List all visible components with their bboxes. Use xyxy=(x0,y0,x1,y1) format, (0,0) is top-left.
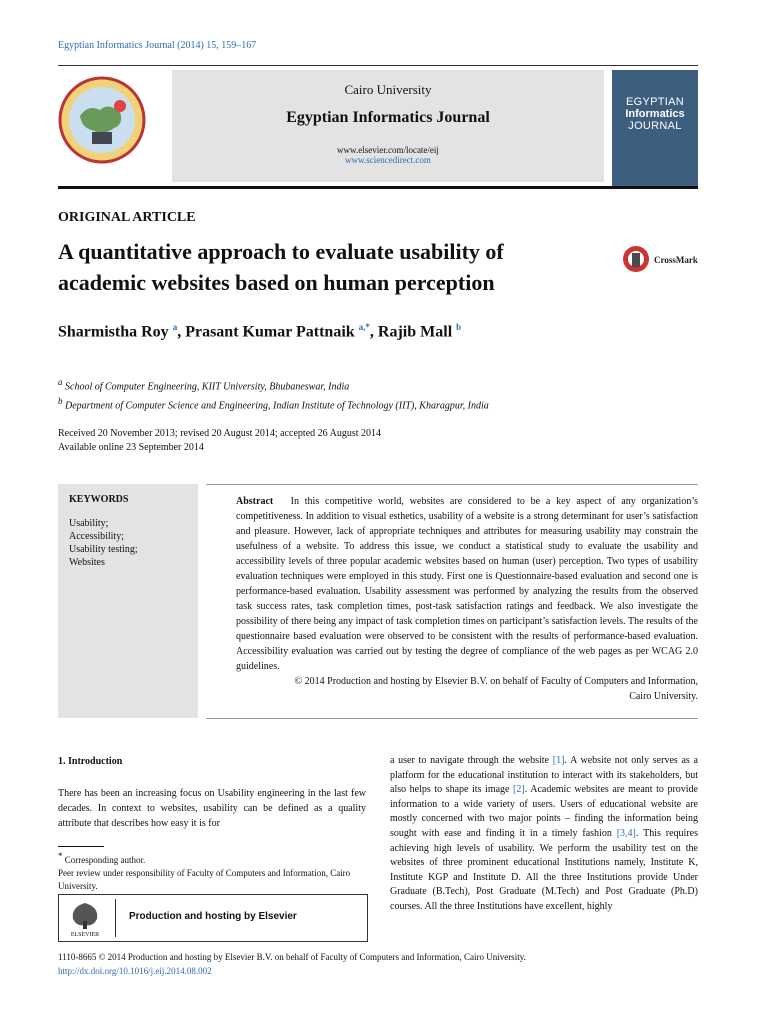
affiliation-item: $^a$ School of Computer Engineering, KIIT University, Bhubaneswar, India xyxy=(58,377,350,393)
article-title xyxy=(58,236,618,298)
footnotes xyxy=(58,850,366,893)
doi-link[interactable]: http://dx.doi.org/10.1016/j.eij.2014.08.002 xyxy=(58,966,212,976)
abstract-label: Abstract xyxy=(236,496,274,507)
received-dates: Received 20 November 2013; revised 20 August 2014; accepted 26 August 2014 xyxy=(58,428,381,439)
elsevier-url[interactable]: www.elsevier.com/locate/eij xyxy=(337,145,439,155)
sciencedirect-url[interactable]: www.sciencedirect.com xyxy=(345,155,431,165)
keywords-heading: KEYWORDS xyxy=(69,494,129,505)
elsevier-hosting-label: Production and hosting by Elsevier xyxy=(129,911,297,922)
cairo-university-logo xyxy=(58,76,146,164)
elsevier-hosting-box xyxy=(58,894,368,942)
reference-link[interactable]: [3,4] xyxy=(616,827,636,839)
keyword-item: Usability; xyxy=(69,518,109,529)
online-date: Available online 23 September 2014 xyxy=(58,442,204,453)
keyword-item: Websites xyxy=(69,557,105,568)
author-sup[interactable]: b xyxy=(456,322,462,332)
page-footer xyxy=(58,950,698,978)
article-type: ORIGINAL ARTICLE xyxy=(58,210,196,225)
header-thick-rule xyxy=(58,186,698,189)
intro-left-column xyxy=(58,786,366,831)
abstract xyxy=(236,494,698,704)
cover-line2: Informatics xyxy=(625,108,685,120)
box-divider xyxy=(115,899,116,937)
title-line-2: academic websites based on human perception xyxy=(58,270,495,295)
cover-line3: JOURNAL xyxy=(628,120,682,132)
elsevier-tree-logo xyxy=(65,899,105,937)
title-line-1: A quantitative approach to evaluate usability of xyxy=(58,239,504,264)
author-sup[interactable]: a xyxy=(172,322,178,332)
journal-title: Egyptian Informatics Journal xyxy=(286,109,490,126)
svg-text:ELSEVIER: ELSEVIER xyxy=(70,932,100,937)
article-dates xyxy=(58,427,381,455)
reference-link[interactable]: [2] xyxy=(513,784,525,796)
intro-paragraph: There has been an increasing focus on Usability engineering in the last few decades. In context to websites, usability can be defined as a quality attribute that describes how easy it is for xyxy=(58,788,366,829)
abstract-copyright: © 2014 Production and hosting by Elsevier B.V. on behalf of Faculty of Computers and Information, Cairo University. xyxy=(294,676,698,702)
author-name[interactable]: Rajib Mall xyxy=(377,323,453,341)
abstract-body: Abstract In this competitive world, websites are considered to be a key aspect of any organization’s competitiveness. In addition to visual esthetics, usability of a website is a strong determinant for user’s satisfaction and pleasure. However, lack of appropriate techniques and attributes for measuring usability may constrain the usefulness of a website. To address this issue, we conduct a statistical study to evaluate the usability and accessibility levels of three popular academic websites based on human (user) perception. Two types of usability evaluation techniques were employed in this study. First one is Questionnaire-based evaluation and second one is performance-based evaluation. Usability assessment was performed by analyzing the results from the observed task success rates, task completion times, post-task satisfaction ratings and feedback. We also investigate the possibility of there being any impact of task completion times on participant’s satisfaction levels. The results of the questionnaire based evaluation were observed to be consistent with the results of performance-based evaluation. Accessibility evaluation was carried out by testing the degree of compliance of the web pages as per WCAG 2.0 guidelines. xyxy=(236,496,699,672)
corresponding-footnote: * Corresponding author. xyxy=(58,851,146,865)
author-name[interactable]: Sharmistha Roy xyxy=(58,323,169,341)
keyword-item: Usability testing; xyxy=(69,544,138,555)
author-name[interactable]: Prasant Kumar Pattnaik xyxy=(185,323,355,341)
header-rule xyxy=(58,65,698,66)
peer-review-footnote: Peer review under responsibility of Faculty of Computers and Information, Cairo University. xyxy=(58,868,351,891)
crossmark-text: CrossMark xyxy=(654,255,698,265)
affiliation-item: $^b$ Department of Computer Science and Engineering, Indian Institute of Technology (IIT), Kharagpur, India xyxy=(58,396,489,412)
cover-line1: EGYPTIAN xyxy=(625,96,685,108)
intro-right-column: a user to navigate through the website [1]. A website not only serves as a platform for the educational institution to interact with its stakeholders, but also helps to shape its image [2]. Academic websites are meant to provide information to a wide variety of users. Users of educational website are mostly concerned with two major points – finding the information being sought with ease and finding it in a timely fashion [3,4]. This requires achieving high levels of usability. We perform the usability test on the websites of three prominent educational Institutions namely, Institute K, Institute KGP and Institute D. All the three Institutions provide Under Graduate (B.Tech), Post Graduate (M.Tech) and Post Graduate (Ph.D) courses. All the three Institutions have excellent, highly xyxy=(390,755,698,912)
author-sup[interactable]: a,* xyxy=(358,322,370,332)
section-heading-introduction: 1. Introduction xyxy=(58,756,123,767)
issn-copyright: 1110-8665 © 2014 Production and hosting by Elsevier B.V. on behalf of Faculty of Computers and Information, Cairo University. xyxy=(58,952,526,962)
journal-cover xyxy=(612,70,698,186)
university-name: Cairo University xyxy=(344,82,432,97)
keywords-box xyxy=(58,484,198,718)
author-list: Sharmistha Roy $^a$, Prasant Kumar Pattnaik $^{a,*}$, Rajib Mall $^b$ xyxy=(58,322,462,341)
crossmark-badge[interactable] xyxy=(622,243,702,280)
journal-citation[interactable]: Egyptian Informatics Journal (2014) 15, 159–167 xyxy=(58,40,257,51)
abstract-bottom-rule xyxy=(206,718,698,719)
reference-link[interactable]: [1] xyxy=(552,755,565,766)
abstract-top-rule xyxy=(206,484,698,485)
affiliations xyxy=(58,375,489,414)
journal-banner xyxy=(172,70,604,182)
footnote-rule xyxy=(58,846,104,847)
keyword-item: Accessibility; xyxy=(69,531,124,542)
